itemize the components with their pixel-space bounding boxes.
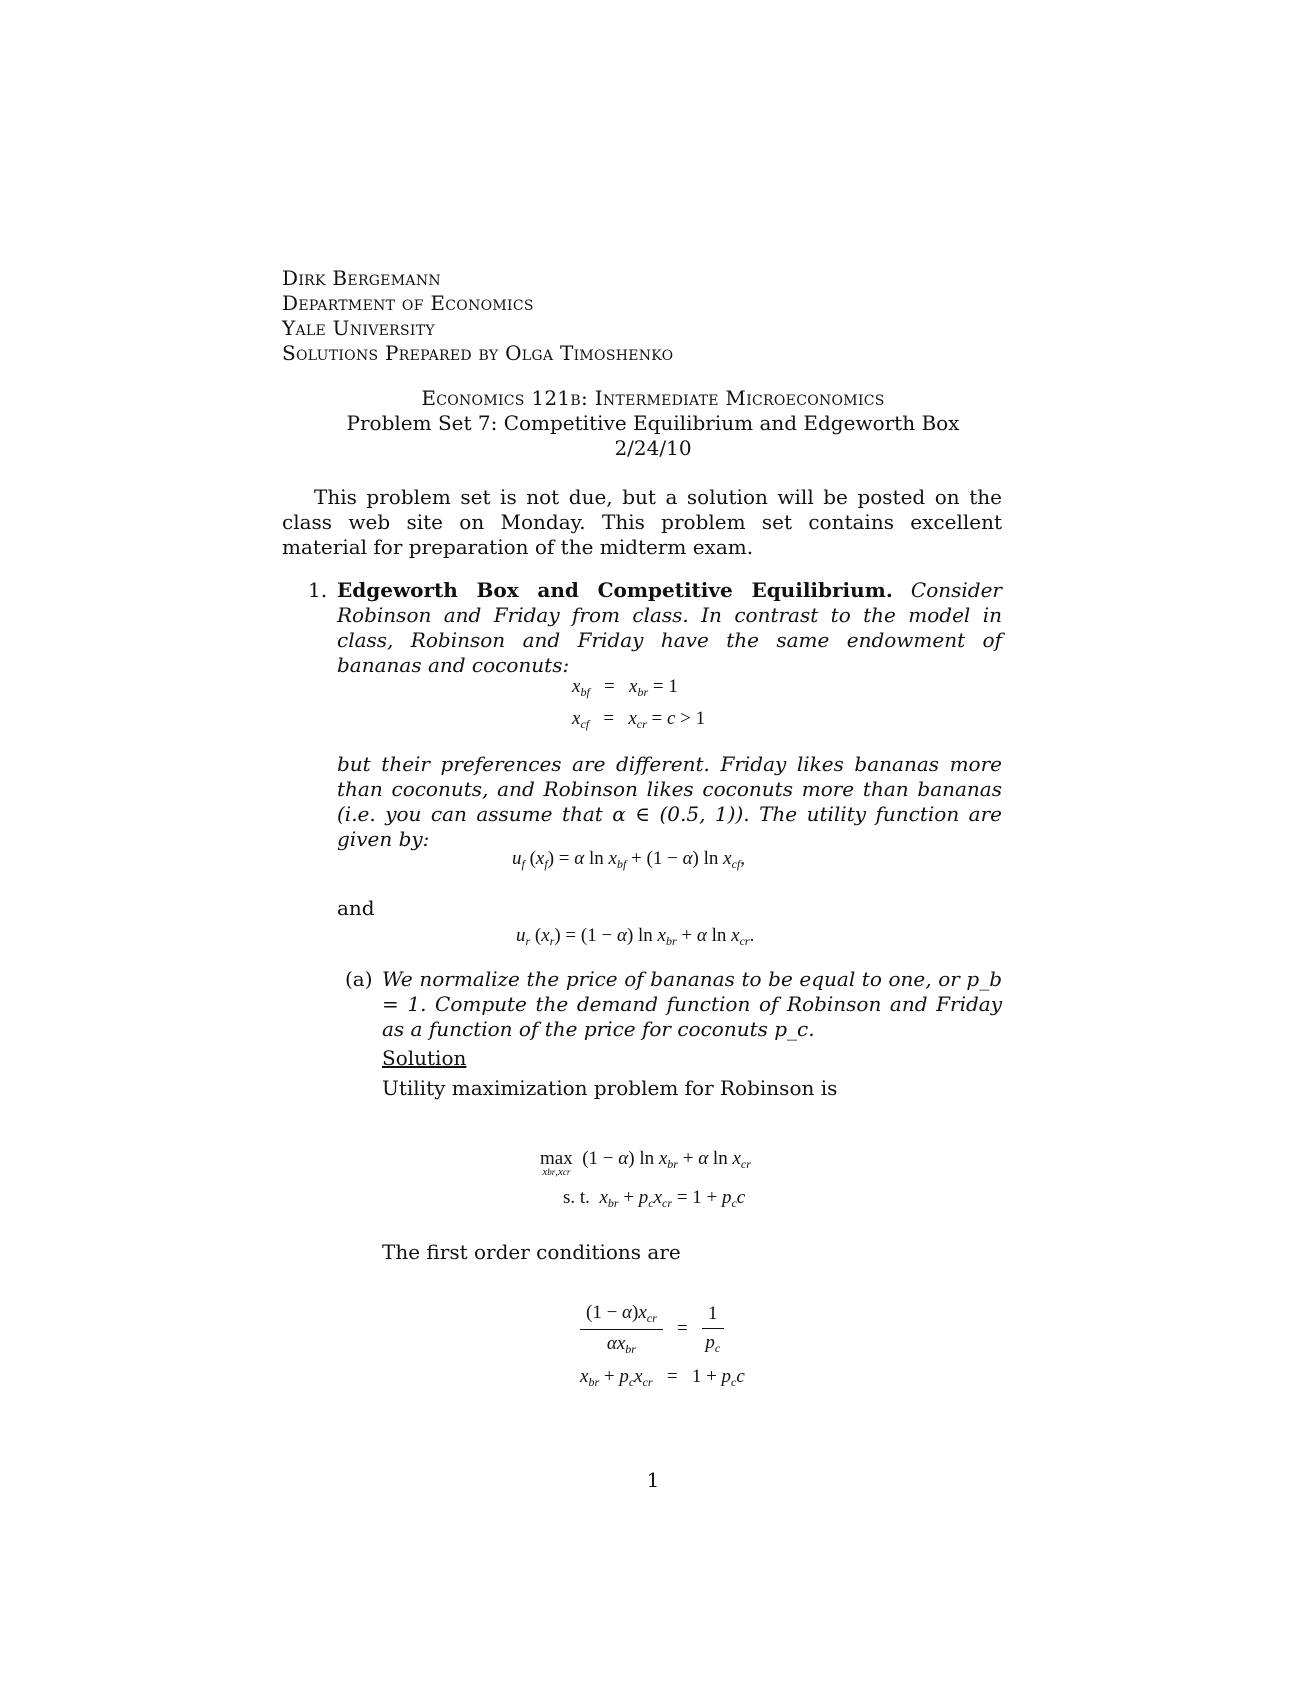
part-a-text: We normalize the price of bananas to be equal to one, or p_b = 1. Compute the demand function of Robinson and Friday as a function of the price for coconuts p_c. <box>382 967 1002 1041</box>
university: Yale University <box>282 316 435 340</box>
and-text: and <box>337 896 375 920</box>
part-a-label: (a) <box>345 967 373 991</box>
question-number: 1. <box>308 578 328 602</box>
department: Department of Economics <box>282 291 534 315</box>
question-intro: Consider Robinson and Friday from class. In contrast to the model in class, Robinson and Friday have the same endowment of bananas and coconuts: <box>337 578 1002 677</box>
equation-endowment-coconuts: $x_{cf}$ = $x_{cr} = c > 1$ <box>572 708 706 731</box>
umax-intro: Utility maximization problem for Robinson is <box>382 1076 838 1100</box>
prepared-by: Solutions Prepared by Olga Timoshenko <box>282 341 674 365</box>
date: 2/24/10 <box>614 436 692 460</box>
solution-label <box>382 1046 466 1071</box>
question-heading: Edgeworth Box and Competitive Equilibrium. <box>337 578 893 602</box>
course-title: Economics 121b: Intermediate Microeconomics <box>421 386 885 410</box>
page-number: 1 <box>646 1468 660 1492</box>
equation-endowment-bananas: $x_{bf}$ = $x_{br} = 1$ <box>572 676 678 699</box>
equation-foc-1: $\frac{(1 - \alpha)x_{cr}}{\alpha x_{br}}$ = $\frac{1}{p_c}$ <box>580 1302 724 1357</box>
equation-utility-friday: $u_f$ $(x_f) = \alpha$ $\ln x_{bf} + (1 - \alpha)$ $\ln x_{cf}$, <box>512 848 746 871</box>
intro-paragraph: This problem set is not due, but a solution will be posted on the class web site on Monday. This problem set contains excellent material for preparation of the midterm exam. <box>282 485 1002 559</box>
equation-max-problem: max xbr,xcr (1 − α) $\ln x_{br} + \alpha$ $\ln x_{cr}$ <box>540 1148 751 1178</box>
problem-set-title: Problem Set 7: Competitive Equilibrium and Edgeworth Box <box>346 411 960 435</box>
foc-intro: The first order conditions are <box>382 1240 681 1264</box>
author-name: Dirk Bergemann <box>282 266 441 290</box>
header-block <box>282 266 673 366</box>
solution-heading: Solution <box>382 1046 467 1070</box>
equation-budget-constraint: s. t. $x_{br} + p_cx_{cr} = 1 + p_cc$ <box>563 1187 746 1210</box>
equation-foc-2: $x_{br} + p_cx_{cr}$ = $1 + p_cc$ <box>580 1366 745 1389</box>
equation-utility-robinson: $u_r$ $(x_r) = (1 - \alpha)$ $\ln x_{br} + \alpha$ $\ln x_{cr}$. <box>516 925 755 948</box>
preferences-text: but their preferences are different. Friday likes bananas more than coconuts, and Robinson likes coconuts more than bananas (i.e. you can assume that α ∈ (0.5, 1)). The utility function are given by: <box>337 752 1002 851</box>
question-1-text <box>337 578 1002 678</box>
